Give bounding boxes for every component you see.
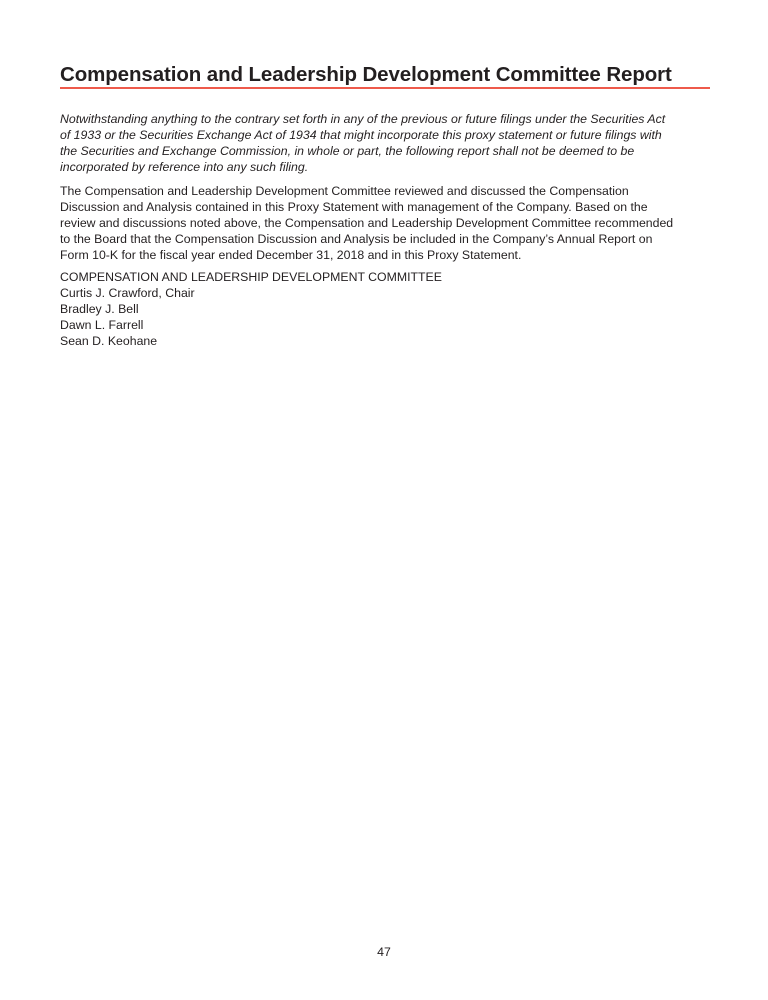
committee-member: Curtis J. Crawford, Chair — [60, 286, 195, 300]
disclaimer-line: incorporated by reference into any such filing. — [60, 160, 309, 174]
disclaimer-line: the Securities and Exchange Commission, in whole or part, the following report shall not be deemed to be — [60, 144, 635, 158]
body-paragraph — [60, 183, 673, 263]
page-number: 47 — [377, 945, 391, 959]
committee-signature — [60, 269, 442, 349]
body-line: Discussion and Analysis contained in this Proxy Statement with management of the Company. Based on the — [60, 200, 648, 214]
committee-member: Sean D. Keohane — [60, 334, 158, 348]
committee-member: Bradley J. Bell — [60, 302, 139, 316]
page-title: Compensation and Leadership Development Committee Report — [60, 63, 672, 86]
disclaimer-line: of 1933 or the Securities Exchange Act of 1934 that might incorporate this proxy statement or future filings with — [60, 128, 662, 142]
body-line: review and discussions noted above, the Compensation and Leadership Development Committee recommended — [60, 216, 674, 230]
committee-member: Dawn L. Farrell — [60, 318, 144, 332]
body-line: Form 10-K for the fiscal year ended December 31, 2018 and in this Proxy Statement. — [60, 248, 522, 262]
body-line: The Compensation and Leadership Development Committee reviewed and discussed the Compensation — [60, 184, 629, 198]
body-line: to the Board that the Compensation Discussion and Analysis be included in the Company’s Annual Report on — [60, 232, 653, 246]
committee-heading: COMPENSATION AND LEADERSHIP DEVELOPMENT COMMITTEE — [60, 270, 442, 284]
disclaimer-line: Notwithstanding anything to the contrary set forth in any of the previous or future filings under the Securities Act — [60, 112, 666, 126]
title-underline — [60, 87, 710, 89]
disclaimer-paragraph — [60, 111, 665, 175]
